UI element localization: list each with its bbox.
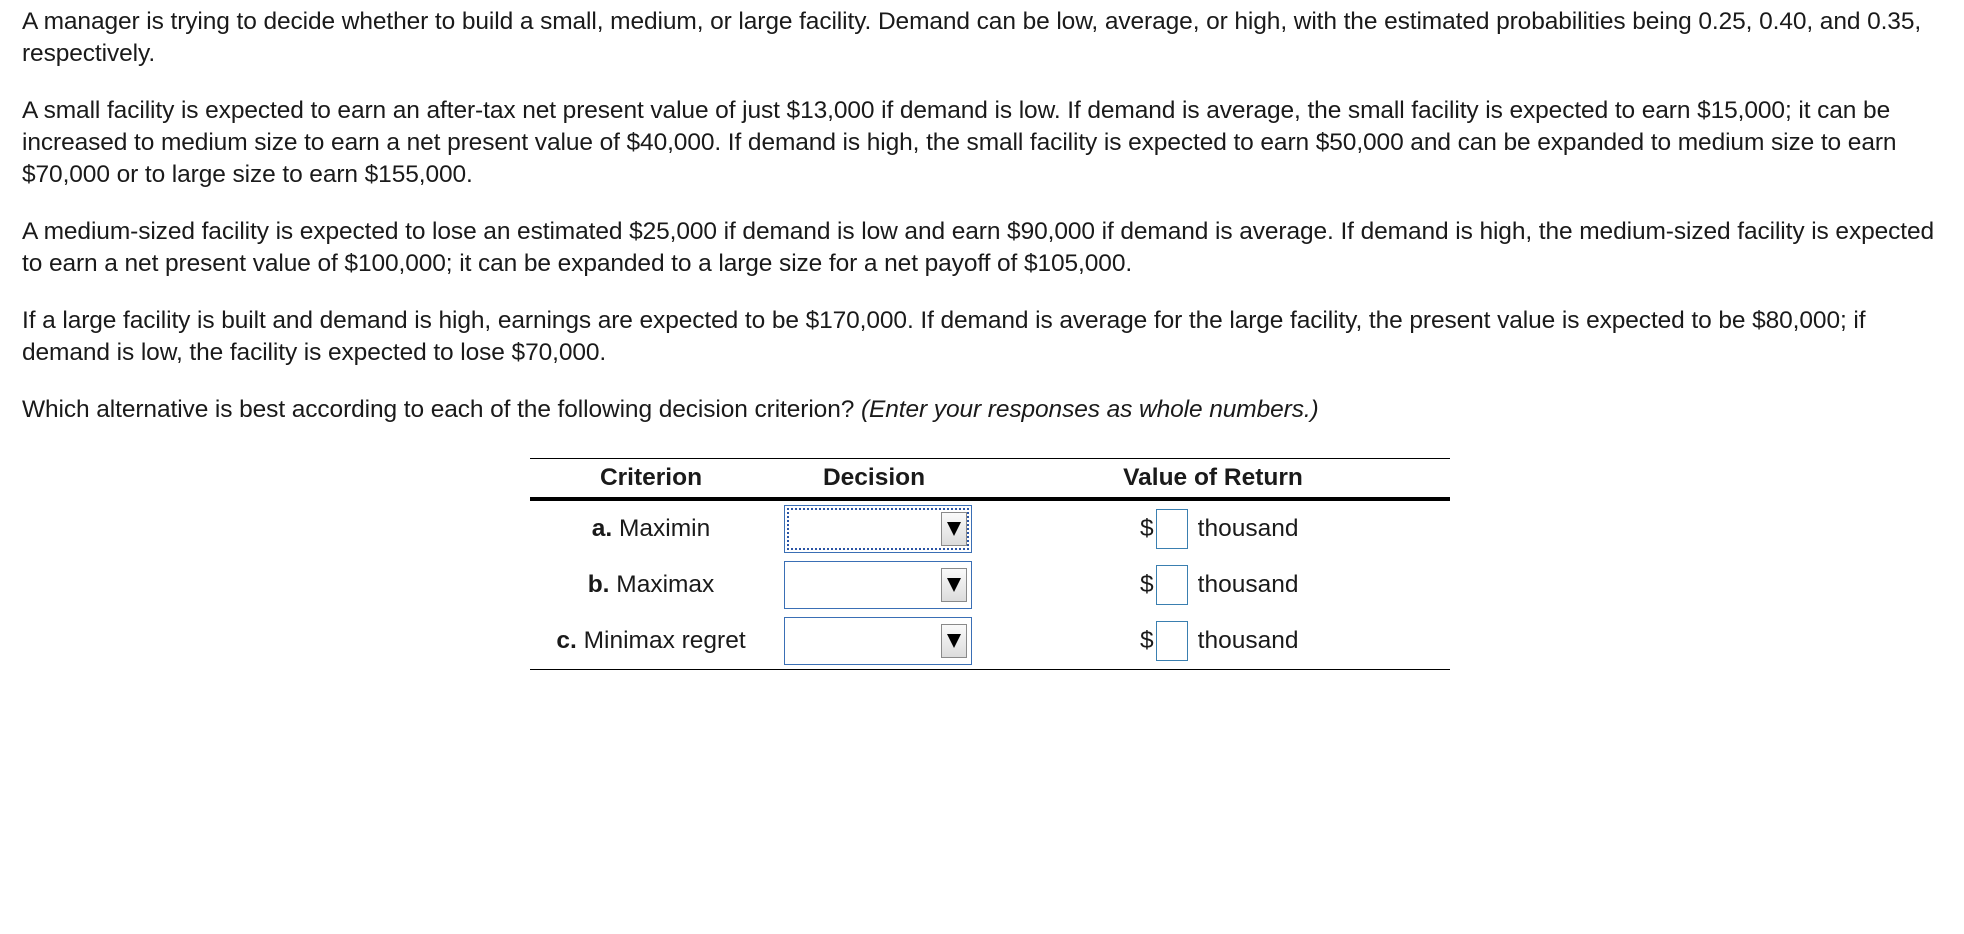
decision-cell <box>772 499 976 557</box>
unit-label: thousand <box>1197 571 1299 598</box>
currency-symbol: $ <box>1140 627 1154 654</box>
question-hint: (Enter your responses as whole numbers.) <box>860 396 1319 423</box>
value-cell <box>976 613 1450 670</box>
header-criterion: Criterion <box>530 459 772 500</box>
answer-table <box>530 458 1450 670</box>
criterion-letter: b. <box>587 571 610 598</box>
problem-paragraph-1: A manager is trying to decide whether to build a small, medium, or large facility. Demand can be low, average, or high, with the estimated probabilities being 0.25, 0.40, and 0.35, respectively. <box>22 8 1922 67</box>
amount-input-maximax[interactable] <box>1156 565 1188 605</box>
value-cell <box>976 499 1450 557</box>
header-value-of-return: Value of Return <box>976 459 1450 500</box>
triangle-down-icon[interactable] <box>941 568 967 602</box>
criterion-cell <box>530 557 772 613</box>
unit-label: thousand <box>1197 627 1299 654</box>
currency-symbol: $ <box>1140 515 1154 542</box>
amount-input-maximin[interactable] <box>1156 509 1188 549</box>
triangle-down-icon[interactable] <box>941 512 967 546</box>
currency-symbol: $ <box>1140 571 1154 598</box>
criterion-cell <box>530 613 772 670</box>
amount-input-minimax-regret[interactable] <box>1156 621 1188 661</box>
value-cell <box>976 557 1450 613</box>
unit-label: thousand <box>1197 515 1299 542</box>
question-prompt: Which alternative is best according to each of the following decision criterion? <box>22 396 855 423</box>
decision-select-maximin[interactable] <box>784 505 972 553</box>
table-row-maximin <box>530 499 1450 557</box>
criterion-label: Maximax <box>616 571 715 598</box>
decision-select-maximax[interactable] <box>784 561 972 609</box>
decision-select-minimax-regret[interactable] <box>784 617 972 665</box>
problem-paragraph-3: A medium-sized facility is expected to lose an estimated $25,000 if demand is low and earn $90,000 if demand is average. If demand is high, the medium-sized facility is expected to earn a net present value of $100,000; it can be expanded to a large size for a net payoff of $105,000. <box>22 218 1935 277</box>
criterion-label: Minimax regret <box>583 627 746 654</box>
triangle-down-icon[interactable] <box>941 624 967 658</box>
header-decision: Decision <box>772 459 976 500</box>
criterion-letter: a. <box>591 515 613 542</box>
table-header-row <box>530 459 1450 500</box>
question-text <box>22 394 1952 426</box>
table-row-maximax <box>530 557 1450 613</box>
problem-paragraph-2: A small facility is expected to earn an after-tax net present value of just $13,000 if demand is low. If demand is average, the small facility is expected to earn $15,000; it can be increased to medium size to earn a net present value of $40,000. If demand is high, the small facility is expected to earn $50,000 and can be expanded to medium size to earn $70,000 or to large size to earn $155,000. <box>22 97 1897 188</box>
criterion-letter: c. <box>556 627 577 654</box>
decision-cell <box>772 557 976 613</box>
criterion-cell <box>530 499 772 557</box>
criterion-label: Maximin <box>619 515 711 542</box>
table-row-minimax-regret <box>530 613 1450 670</box>
problem-paragraph-4: If a large facility is built and demand is high, earnings are expected to be $170,000. If demand is average for the large facility, the present value is expected to be $80,000; if demand is low, the facility is expected to lose $70,000. <box>22 307 1866 366</box>
problem-content <box>22 6 1952 426</box>
decision-cell <box>772 613 976 670</box>
